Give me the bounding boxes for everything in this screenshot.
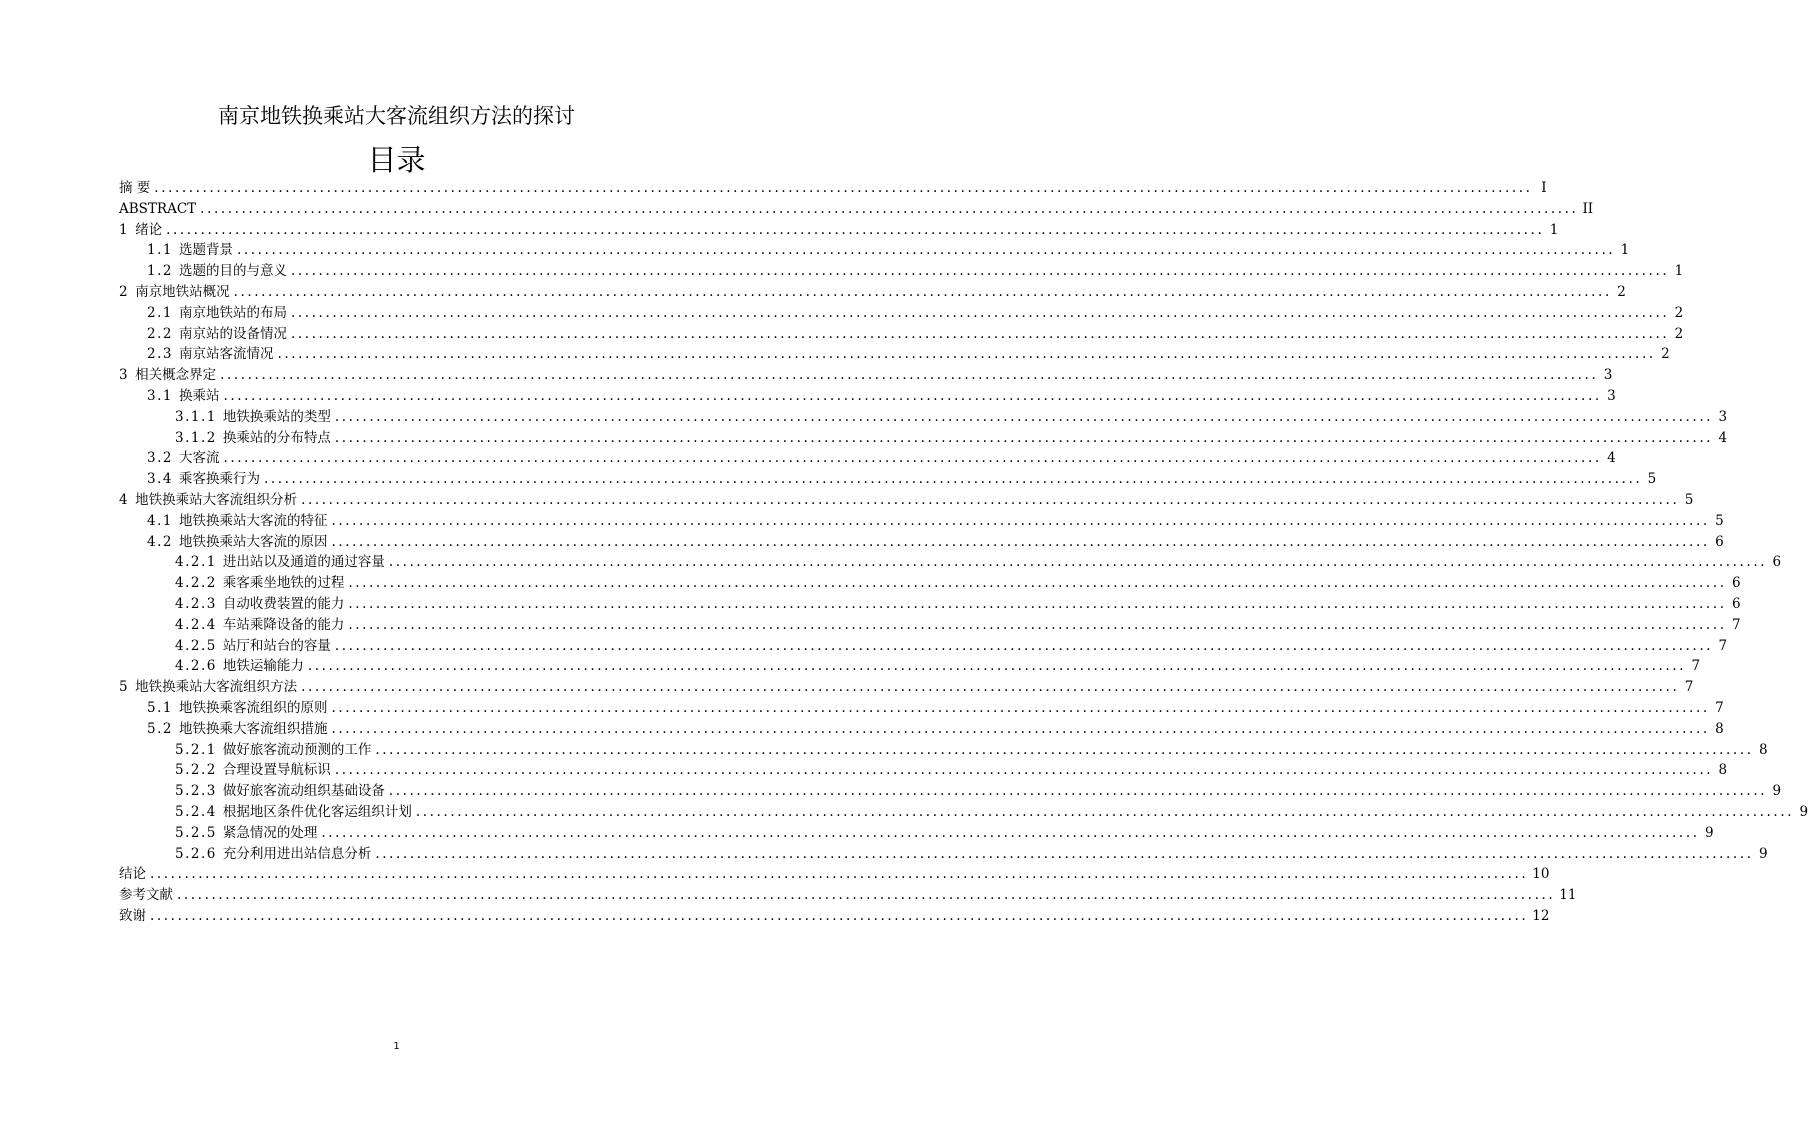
toc-dot-leader: ........................................................................................................................................................................................................ (154, 180, 1533, 196)
toc-entry-page: 6 (1732, 575, 1741, 592)
toc-entry[interactable] (119, 719, 1724, 740)
toc-entry-page: 2 (1674, 325, 1684, 342)
toc-entry-title: 充分利用进出站信息分析 (222, 845, 372, 862)
toc-entry-title: 选题的目的与意义 (178, 263, 287, 280)
toc-entry[interactable] (119, 511, 1724, 532)
toc-entry-title: 南京站的设备情况 (178, 325, 287, 342)
toc-dot-leader: ........................................................................................................................................................................................................ (233, 283, 1612, 300)
toc-dot-leader: ........................................................................................................................................................................................................ (331, 699, 1710, 716)
toc-entry-number: 3.1.2 (175, 429, 217, 446)
toc-entry[interactable] (119, 864, 1550, 885)
toc-entry[interactable] (119, 906, 1550, 927)
toc-entry-number: 5.2.5 (175, 824, 217, 841)
toc-entry[interactable] (119, 365, 1613, 386)
toc-entry-title: 紧急情况的处理 (222, 824, 318, 841)
toc-entry-title: 地铁换乘站大客流组织分析 (135, 491, 298, 508)
toc-entry-title: 换乘站 (178, 387, 220, 404)
toc-entry[interactable] (119, 552, 1782, 573)
toc-entry-page: 3 (1603, 367, 1613, 384)
toc-dot-leader: ........................................................................................................................................................................................................ (301, 679, 1680, 696)
toc-dot-leader: ........................................................................................................................................................................................................ (334, 408, 1714, 425)
toc-entry-page: 7 (1715, 699, 1724, 716)
document-title: 南京地铁换乘站大客流组织方法的探讨 (218, 104, 575, 128)
toc-entry[interactable] (119, 781, 1782, 802)
toc-entry-number: 4.2.5 (175, 637, 217, 654)
toc-entry-number: 1 (119, 221, 130, 238)
toc-entry-page: 5 (1684, 491, 1694, 508)
toc-entry[interactable] (119, 698, 1724, 719)
toc-entry-title: ABSTRACT (119, 200, 197, 217)
toc-entry-page: II (1582, 200, 1594, 217)
toc-entry-title: 地铁换乘大客流组织措施 (178, 720, 328, 737)
toc-entry-title: 选题背景 (178, 242, 233, 259)
toc-entry-number: 3.2 (147, 450, 173, 467)
toc-entry-title: 车站乘降设备的能力 (222, 616, 345, 633)
toc-entry-number: 5.2.2 (175, 762, 217, 779)
toc-dot-leader: ........................................................................................................................................................................................................ (290, 325, 1670, 342)
toc-dot-leader: ........................................................................................................................................................................................................ (331, 512, 1710, 529)
toc-dot-leader: ........................................................................................................................................................................................................ (375, 741, 1754, 758)
toc-entry-title: 自动收费装置的能力 (222, 595, 345, 612)
toc-entry-page: 4 (1607, 450, 1616, 467)
toc-entry[interactable] (119, 885, 1577, 906)
toc-entry[interactable] (119, 220, 1559, 241)
toc-entry[interactable] (119, 199, 1594, 220)
toc-entry[interactable] (119, 303, 1684, 324)
toc-entry-number: 5.2.1 (175, 741, 217, 758)
toc-entry[interactable] (119, 844, 1768, 865)
toc-entry-title: 做好旅客流动组织基础设备 (222, 783, 385, 800)
toc-entry[interactable] (119, 594, 1741, 615)
toc-entry-title: 结论 (119, 866, 146, 883)
toc-entry-page: 6 (1715, 533, 1724, 550)
toc-dot-leader: ........................................................................................................................................................................................................ (277, 346, 1656, 363)
toc-entry-title: 站厅和站台的容量 (222, 637, 331, 654)
table-of-contents (119, 178, 1808, 927)
toc-entry-number: 5.1 (147, 699, 173, 716)
toc-dot-leader: ........................................................................................................................................................................................................ (223, 450, 1602, 467)
toc-entry-number: 3.1.1 (175, 408, 217, 425)
toc-entry-title: 做好旅客流动预测的工作 (222, 741, 372, 758)
toc-entry-title: 南京站客流情况 (178, 346, 274, 363)
toc-dot-leader: ........................................................................................................................................................................................................ (388, 783, 1768, 800)
toc-entry-number: 5.2.3 (175, 783, 217, 800)
toc-entry-title: 地铁换乘站大客流组织方法 (135, 679, 298, 696)
toc-entry-page: I (1541, 180, 1547, 196)
toc-dot-leader: ........................................................................................................................................................................................................ (348, 595, 1727, 612)
toc-entry-page: 4 (1718, 429, 1728, 446)
toc-entry[interactable] (119, 240, 1630, 261)
toc-entry-page: 2 (1674, 304, 1684, 321)
toc-entry-page: 6 (1772, 554, 1782, 571)
toc-entry-page: 5 (1715, 512, 1724, 529)
toc-entry[interactable] (119, 407, 1728, 428)
toc-entry-page: 7 (1691, 658, 1701, 675)
toc-entry-page: 8 (1718, 762, 1728, 779)
toc-dot-leader: ........................................................................................................................................................................................................ (415, 803, 1795, 820)
toc-dot-leader: ........................................................................................................................................................................................................ (375, 845, 1754, 862)
toc-entry[interactable] (119, 532, 1724, 553)
toc-entry-page: 9 (1799, 803, 1808, 820)
page-number: 1 (393, 1041, 400, 1052)
toc-entry-title: 合理设置导航标识 (222, 762, 331, 779)
toc-entry-page: 5 (1647, 471, 1657, 488)
toc-dot-leader: ........................................................................................................................................................................................................ (236, 242, 1616, 259)
toc-entry-title: 乘客换乘行为 (178, 471, 260, 488)
toc-entry-title: 地铁换乘站大客流的原因 (178, 533, 328, 550)
toc-entry-title: 地铁换乘站大客流的特征 (178, 512, 328, 529)
toc-entry-number: 2.3 (147, 346, 173, 363)
toc-entry-number: 1.2 (147, 263, 173, 280)
toc-dot-leader: ........................................................................................................................................................................................................ (334, 762, 1714, 779)
toc-entry[interactable] (119, 282, 1626, 303)
toc-entry-page: 2 (1661, 346, 1670, 363)
toc-entry-page: 7 (1684, 679, 1694, 696)
toc-entry-page: 7 (1718, 637, 1728, 654)
toc-entry-page: 8 (1715, 720, 1724, 737)
toc-entry[interactable] (119, 802, 1808, 823)
toc-dot-leader: ........................................................................................................................................................................................................ (331, 533, 1710, 550)
toc-entry-title: 参考文献 (119, 887, 173, 904)
toc-entry[interactable] (119, 469, 1657, 490)
toc-entry[interactable] (119, 636, 1728, 657)
toc-dot-leader: ........................................................................................................................................................................................................ (263, 471, 1643, 488)
toc-entry-page: 2 (1617, 283, 1626, 300)
toc-dot-leader: ........................................................................................................................................................................................................ (348, 616, 1727, 633)
toc-entry-number: 2 (119, 283, 130, 300)
toc-entry-page: 9 (1705, 824, 1714, 841)
toc-entry-title: 摘 要 (119, 180, 151, 196)
toc-entry[interactable] (119, 490, 1694, 511)
toc-entry-number: 4.2.3 (175, 595, 217, 612)
toc-entry-number: 2.2 (147, 325, 173, 342)
toc-entry-page: 1 (1549, 221, 1559, 238)
toc-entry-page: 9 (1772, 783, 1782, 800)
toc-dot-leader: ........................................................................................................................................................................................................ (200, 200, 1579, 217)
toc-entry[interactable] (119, 615, 1741, 636)
toc-entry-number: 3.4 (147, 471, 173, 488)
toc-entry-page: 7 (1732, 616, 1741, 633)
toc-dot-leader: ........................................................................................................................................................................................................ (321, 824, 1700, 841)
toc-entry-number: 1.1 (147, 242, 173, 259)
toc-entry-number: 4.2.4 (175, 616, 217, 633)
toc-entry-number: 4 (119, 491, 130, 508)
toc-entry-title: 相关概念界定 (135, 367, 217, 384)
toc-dot-leader: ........................................................................................................................................................................................................ (301, 491, 1680, 508)
toc-entry-page: 10 (1532, 866, 1550, 883)
toc-entry-page: 3 (1718, 408, 1728, 425)
toc-entry-page: 12 (1532, 907, 1550, 924)
toc-entry-title: 致谢 (119, 907, 146, 924)
toc-entry-number: 2.1 (147, 304, 173, 321)
toc-entry-number: 3.1 (147, 387, 173, 404)
toc-entry-number: 4.2 (147, 533, 173, 550)
toc-entry-page: 3 (1607, 387, 1616, 404)
toc-entry-number: 4.2.1 (175, 554, 217, 571)
toc-entry-title: 南京地铁站的布局 (178, 304, 287, 321)
toc-entry-page: 1 (1674, 263, 1684, 280)
toc-dot-leader: ........................................................................................................................................................................................................ (150, 866, 1529, 883)
toc-entry[interactable] (119, 760, 1728, 781)
toc-entry-title: 乘客乘坐地铁的过程 (222, 575, 345, 592)
toc-dot-leader: ........................................................................................................................................................................................................ (307, 658, 1687, 675)
toc-entry-number: 5.2.6 (175, 845, 217, 862)
toc-entry-number: 4.2.6 (175, 658, 217, 675)
toc-entry-number: 4.2.2 (175, 575, 217, 592)
toc-entry-number: 5 (119, 679, 130, 696)
toc-entry[interactable] (119, 573, 1741, 594)
toc-dot-leader: ........................................................................................................................................................................................................ (223, 387, 1602, 404)
toc-entry-title: 大客流 (178, 450, 220, 467)
toc-entry[interactable] (119, 344, 1670, 365)
toc-dot-leader: ........................................................................................................................................................................................................ (331, 720, 1710, 737)
toc-entry[interactable] (119, 428, 1728, 449)
toc-dot-leader: ........................................................................................................................................................................................................ (348, 575, 1727, 592)
toc-heading: 目录 (367, 143, 426, 177)
toc-entry[interactable] (119, 823, 1714, 844)
toc-entry-title: 地铁换乘站的类型 (222, 408, 331, 425)
toc-dot-leader: ........................................................................................................................................................................................................ (166, 221, 1545, 238)
toc-entry[interactable] (119, 324, 1684, 345)
toc-entry-number: 3 (119, 367, 130, 384)
toc-entry-page: 11 (1559, 887, 1577, 904)
toc-dot-leader: ........................................................................................................................................................................................................ (150, 907, 1529, 924)
toc-dot-leader: ........................................................................................................................................................................................................ (290, 304, 1670, 321)
toc-entry-title: 根据地区条件优化客运组织计划 (222, 803, 412, 820)
toc-entry-title: 地铁换乘客流组织的原则 (178, 699, 328, 716)
toc-entry-title: 进出站以及通道的通过容量 (222, 554, 385, 571)
toc-dot-leader: ........................................................................................................................................................................................................ (220, 367, 1599, 384)
toc-entry[interactable] (119, 178, 1547, 199)
toc-entry-page: 6 (1732, 595, 1741, 612)
toc-entry[interactable] (119, 740, 1768, 761)
toc-entry-title: 地铁运输能力 (222, 658, 304, 675)
toc-entry[interactable] (119, 448, 1616, 469)
toc-entry-page: 9 (1759, 845, 1768, 862)
toc-entry-number: 5.2 (147, 720, 173, 737)
toc-entry-page: 8 (1759, 741, 1768, 758)
toc-entry[interactable] (119, 386, 1616, 407)
toc-entry[interactable] (119, 677, 1694, 698)
toc-entry[interactable] (119, 656, 1701, 677)
toc-dot-leader: ........................................................................................................................................................................................................ (334, 429, 1714, 446)
toc-dot-leader: ........................................................................................................................................................................................................ (334, 637, 1714, 654)
toc-entry-title: 换乘站的分布特点 (222, 429, 331, 446)
toc-dot-leader: ........................................................................................................................................................................................................ (290, 263, 1670, 280)
toc-entry-title: 南京地铁站概况 (135, 283, 230, 300)
toc-entry-number: 5.2.4 (175, 803, 217, 820)
toc-entry-number: 4.1 (147, 512, 173, 529)
toc-entry-title: 绪论 (135, 221, 163, 238)
toc-entry-page: 1 (1620, 242, 1630, 259)
toc-entry[interactable] (119, 261, 1684, 282)
toc-dot-leader: ........................................................................................................................................................................................................ (177, 887, 1556, 904)
toc-dot-leader: ........................................................................................................................................................................................................ (388, 554, 1768, 571)
